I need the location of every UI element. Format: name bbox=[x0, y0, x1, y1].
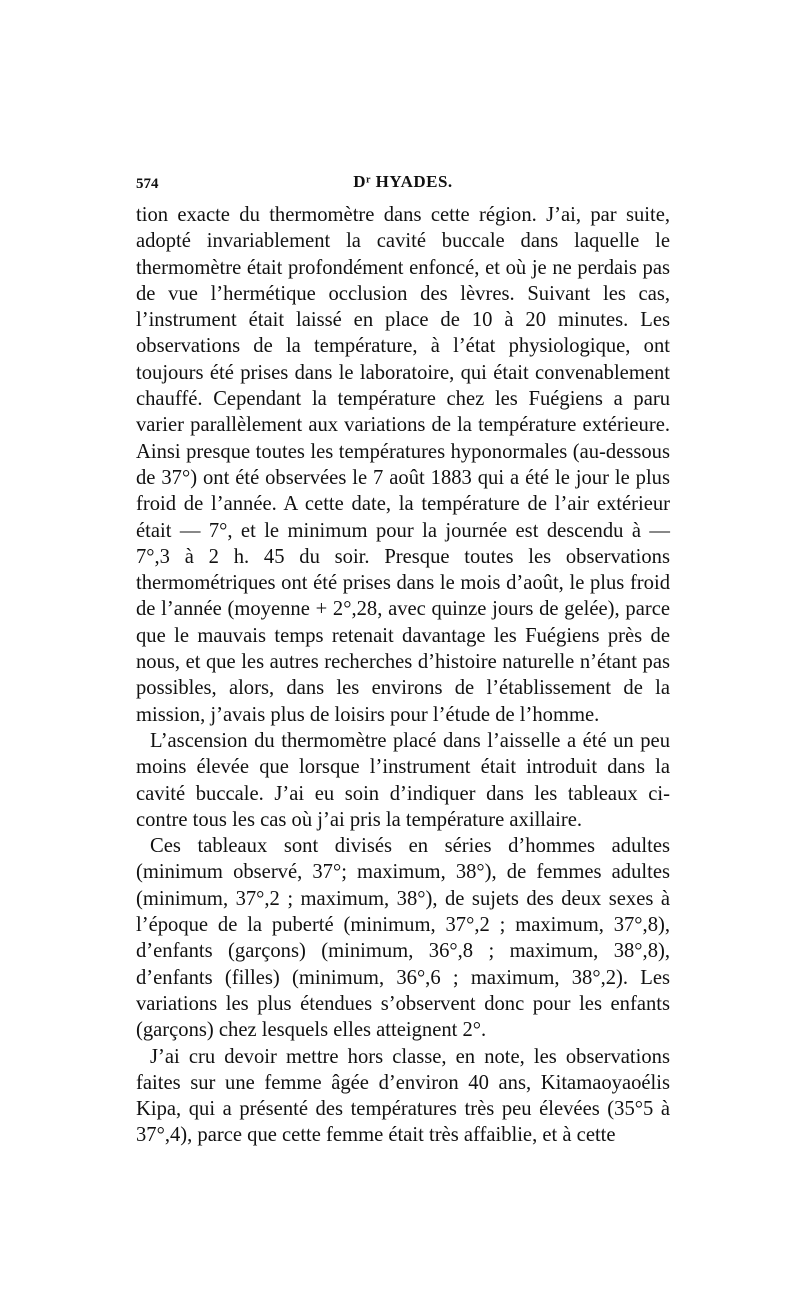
paragraph-tables-summary: Ces tableaux sont divisés en séries d’hommes adultes (minimum observé, 37°; maximum, 38°), de femmes adultes (minimum, 37°,2 ; maximum, 38°), de sujets des deux sexes à l’époque de la puberté (minimum, 37°,2 ; maximum, 37°,8), d’enfants (garçons) (minimum, 36°,8 ; maximum, 38°,8), d’enfants (filles) (minimum, 36°,6 ; maximum, 38°,2). Les variations les plus étendues s’observent donc pour les enfants (garçons) chez lesquels elles atteignent 2°. bbox=[136, 835, 670, 1042]
running-title: Dʳ HYADES. bbox=[353, 172, 453, 191]
body-text bbox=[136, 202, 670, 1149]
paragraph-continuation: tion exacte du thermomètre dans cette région. J’ai, par suite, adopté invariablement la cavité buccale dans laquelle le thermomètre était profondément enfoncé, et où je ne perdais pas de vue l’hermétique occlusion des lèvres. Suivant les cas, l’instrument était laissé en place de 10 à 20 minutes. Les observations de la température, à l’état physiologique, ont toujours été prises dans le laboratoire, qui était convenablement chauffé. Cependant la température chez les Fuégiens a paru varier parallèlement aux variations de la température extérieure. Ainsi presque toutes les températures hyponormales (au-dessous de 37°) ont été observées le 7 août 1883 qui a été le jour le plus froid de l’année. A cette date, la température de l’air extérieur était — 7°, et le minimum pour la journée est descendu à — 7°,3 à 2 h. 45 du soir. Presque toutes les observations thermométriques ont été prises dans le mois d’août, le plus froid de l’année (moyenne + 2°,28, avec quinze jours de gelée), parce que le mauvais temps retenait davantage les Fuégiens près de nous, et que les autres recherches d’histoire naturelle n’étant pas possibles, alors, dans les environs de l’établissement de la mission, j’avais plus de loisirs pour l’étude de l’homme. bbox=[136, 204, 670, 726]
book-page bbox=[136, 172, 670, 1149]
page-number: 574 bbox=[136, 176, 159, 192]
page-header bbox=[136, 172, 670, 200]
paragraph-exceptional-case: J’ai cru devoir mettre hors classe, en note, les observations faites sur une femme âgée d’environ 40 ans, Kitamaoyaoélis Kipa, qui a présenté des températures très peu élevées (35°5 à 37°,4), parce que cette femme était très affaiblie, et à cette bbox=[136, 1045, 670, 1147]
paragraph-axillary-temperature: L’ascension du thermomètre placé dans l’aisselle a été un peu moins élevée que lorsque l’instrument était introduit dans la cavité buccale. J’ai eu soin d’indiquer dans les tableaux ci-contre tous les cas où j’ai pris la température axillaire. bbox=[136, 729, 670, 831]
